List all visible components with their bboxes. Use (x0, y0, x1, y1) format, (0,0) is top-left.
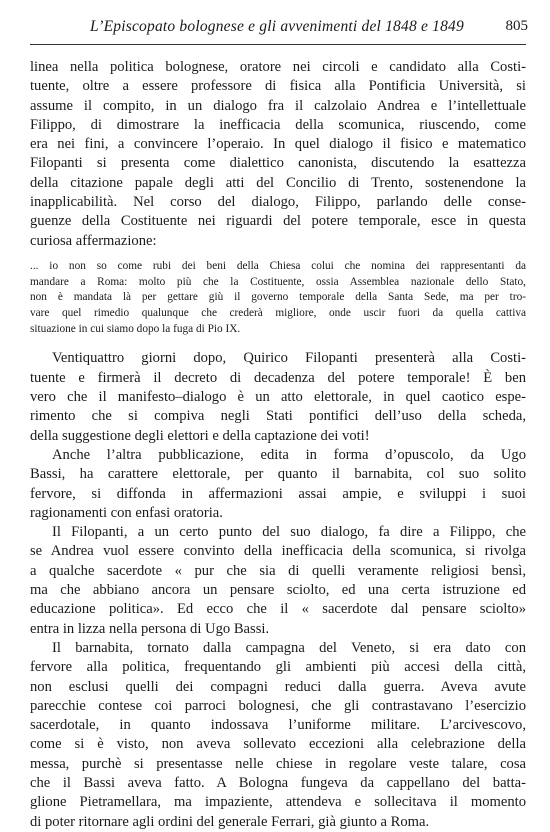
text-line: era nei fini, a convincere l’operaio. In quel dialogo il fisico e matematico (30, 136, 526, 153)
running-head: L’Episcopato bolognese e gli avvenimenti del 1848 e 1849 (90, 18, 464, 35)
text-line: Anche l’altra pubblicazione, edita in forma d’opuscolo, da Ugo (52, 446, 526, 463)
text-line: vero che il manifesto–dialogo è un atto elettorale, in quel caotico espe- (30, 389, 526, 406)
text-line: fervore alla politica, frequentando gli ambienti più accesi della città, (30, 659, 526, 676)
text-line: tuente e firmerà il decreto di decadenza del potere temporale! È ben (30, 369, 526, 386)
text-line: che il Bassi aveva fatto. A Bologna fungeva da cappellano del batta- (30, 775, 526, 792)
body-text (30, 58, 526, 832)
quote-line: situazione in cui siamo dopo la fuga di Pio IX. (30, 322, 241, 335)
text-line: come si è visto, non aveva sollevato eccezioni alla celebrazione della (30, 736, 526, 753)
text-line: Filippo, di dimostrare la inefficacia della scomunica, riuscendo, come (30, 116, 526, 133)
text-line: Ventiquattro giorni dopo, Quirico Filopanti presenterà alla Costi- (52, 350, 526, 367)
text-line: di poter ritornare agli ordini del generale Ferrari, già giunto a Roma. (30, 813, 430, 830)
text-line: fervore, si diffonda in affermazioni assai ampie, e sviluppi i suoi (30, 485, 526, 502)
text-line: della suggestione degli elettori e della captazione dei voti! (30, 427, 370, 444)
quote-line: non è mandata là per gettare giù il governo temporale della Santa Sede, ma per tro- (30, 291, 526, 304)
text-line: curiosa affermazione: (30, 232, 157, 249)
text-line: sacerdotale, in quanto indossava l’uniforme militare. L’arcivescovo, (30, 717, 526, 734)
text-line: tuente, oltre a essere professore di fisica alla Pontificia Università, si (30, 78, 526, 95)
page-header (28, 18, 528, 42)
text-line: Filopanti si presenta come dialettico canonista, discutendo la esattezza (30, 155, 526, 172)
text-line: messa, purchè si presentasse nelle chiese in regolare veste talare, cosa (30, 755, 526, 772)
paragraph (30, 523, 526, 639)
text-line: non esclusi quelli dei compagni reduci dalla guerra. Aveva avute (30, 678, 526, 695)
text-line: Il barnabita, tornato dalla campagna del Veneto, si era dato con (52, 639, 526, 656)
text-line: linea nella politica bolognese, oratore nei circoli e candidato alla Costi- (30, 59, 526, 75)
block-quote (30, 259, 526, 338)
text-line: educazione politica». Ed ecco che il « sacerdote dal pensare sciolto» (30, 601, 526, 618)
text-line: Il Filopanti, a un certo punto del suo dialogo, fa dire a Filippo, che (52, 524, 526, 541)
paragraph-continuation (30, 58, 526, 251)
text-line: Bassi, ha carattere elettorale, per quanto il barnabita, col suo solito (30, 466, 526, 483)
text-line: assume il compito, in un dialogo fra il calzolaio Andrea e l’intellettuale (30, 97, 526, 114)
quote-line: vare quel rimedio qualunque che crederà migliore, onde uscir fuori da quella cattiva (30, 307, 526, 320)
quote-line: ... io non so come rubi dei beni della Chiesa colui che nomina dei rappresentanti da (30, 259, 526, 272)
text-line: a qualche sacerdote « pur che sia di quelli veramente religiosi bensì, (30, 562, 526, 579)
text-line: entra in lizza nella persona di Ugo Bassi. (30, 620, 270, 637)
text-line: ma che abbiano ancora un pensare sciolto, ed una certa istruzione ed (30, 582, 526, 599)
quote-line: mandare a Roma: molto più che la Costituente, ossia Assemblea nazionale dello Stato, (30, 275, 526, 288)
text-line: glione Pietramellara, ma impaziente, attendeva e sollecitava il momento (30, 794, 526, 811)
text-line: se Andrea vuol essere convinto della inefficacia della scomunica, si rivolga (30, 543, 526, 560)
text-line: inapplicabilità. Nel corso del dialogo, Filippo, parlando delle conse- (30, 194, 526, 211)
text-line: guenze della Costituente nei riguardi del potere temporale, esce in questa (30, 213, 526, 230)
text-line: ragionamenti con enfasi oratoria. (30, 504, 223, 521)
text-line: della citazione papale degli atti del Concilio di Trento, sostenendone la (30, 174, 526, 191)
text-line: parecchie contese coi parroci bolognesi, che gli contrastavano l’esercizio (30, 697, 526, 714)
page-number: 805 (505, 18, 528, 34)
paragraph (30, 446, 526, 523)
header-rule (30, 44, 526, 45)
paragraph (30, 639, 526, 832)
paragraph (30, 349, 526, 445)
text-line: rimento che si compiva negli Stati pontifici dell’uso della scheda, (30, 408, 526, 425)
